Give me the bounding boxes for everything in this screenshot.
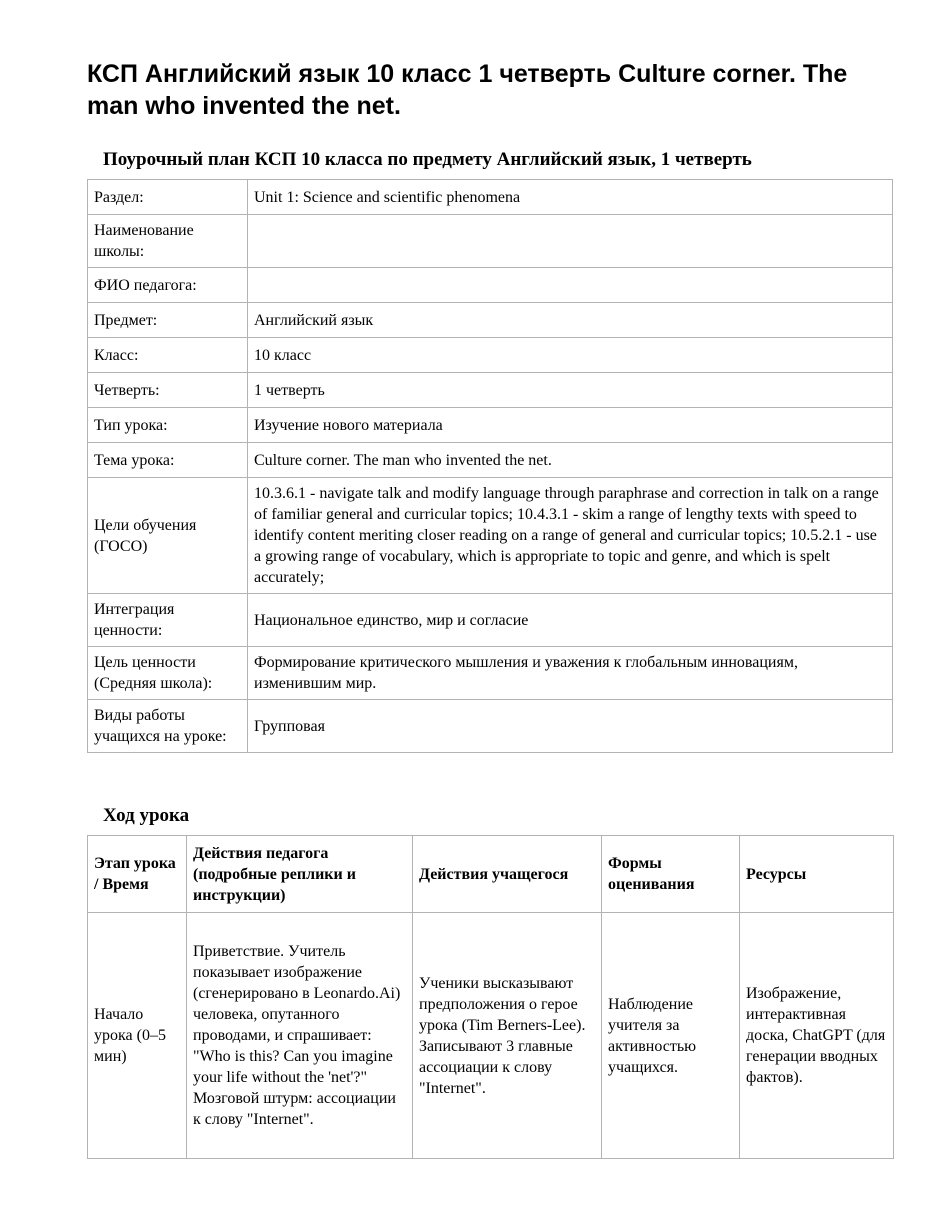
info-value-cell: Unit 1: Science and scientific phenomena [248, 180, 893, 215]
info-value-cell: Групповая [248, 700, 893, 753]
teacher-actions-cell: Приветствие. Учитель показывает изображение (сгенерировано в Leonardo.Ai) человека, опутанного проводами, и спрашивает: "Who is this? Can you imagine your life without the 'net'?" Мозговой штурм: ассоциации к слову "Internet". [187, 913, 413, 1159]
column-header-student-actions: Действия учащегося [413, 836, 602, 913]
info-value-cell [248, 215, 893, 268]
info-label-cell: Интеграция ценности: [88, 594, 248, 647]
info-value-cell: Изучение нового материала [248, 408, 893, 443]
info-value-cell: Culture corner. The man who invented the net. [248, 443, 893, 478]
table-row [88, 443, 893, 478]
info-label-cell: Цель ценности (Средняя школа): [88, 647, 248, 700]
info-label-cell: Тема урока: [88, 443, 248, 478]
info-label-cell: Цели обучения (ГОСО) [88, 478, 248, 594]
info-label-cell: Предмет: [88, 303, 248, 338]
info-label-cell: Тип урока: [88, 408, 248, 443]
table-row [88, 373, 893, 408]
table-row [88, 594, 893, 647]
document-title: КСП Английский язык 10 класс 1 четверть Culture corner. The man who invented the net. [87, 60, 848, 120]
lesson-flow-header-row [88, 836, 894, 913]
table-row [88, 478, 893, 594]
info-value-cell: Национальное единство, мир и согласие [248, 594, 893, 647]
lesson-info-body [88, 180, 893, 753]
info-value-cell: 1 четверть [248, 373, 893, 408]
lesson-info-table [87, 179, 893, 753]
table-row [88, 268, 893, 303]
info-label-cell: Виды работы учащихся на уроке: [88, 700, 248, 753]
info-label-cell: ФИО педагога: [88, 268, 248, 303]
stage-cell: Начало урока (0–5 мин) [88, 913, 187, 1159]
resources-cell: Изображение, интерактивная доска, ChatGPT (для генерации вводных фактов). [740, 913, 894, 1159]
column-header-teacher-actions: Действия педагога (подробные реплики и инструкции) [187, 836, 413, 913]
column-header-assessment: Формы оценивания [602, 836, 740, 913]
table-row [88, 303, 893, 338]
assessment-cell: Наблюдение учителя за активностью учащихся. [602, 913, 740, 1159]
info-value-cell: 10.3.6.1 - navigate talk and modify language through paraphrase and correction in talk on a range of familiar general and curricular topics; 10.4.3.1 - skim a range of lengthy texts with speed to identify content meriting closer reading on a range of general and curricular topics; 10.5.2.1 - use a growing range of vocabulary, which is appropriate to topic and genre, and which is spelt accurately; [248, 478, 893, 594]
table-row [88, 913, 894, 1159]
info-value-cell: Английский язык [248, 303, 893, 338]
info-value-cell: 10 класс [248, 338, 893, 373]
column-header-stage: Этап урока / Время [88, 836, 187, 913]
table-row [88, 215, 893, 268]
lesson-flow-heading: Ход урока [103, 805, 190, 826]
table-row [88, 647, 893, 700]
column-header-resources: Ресурсы [740, 836, 894, 913]
info-label-cell: Наименование школы: [88, 215, 248, 268]
table-row [88, 180, 893, 215]
student-actions-cell: Ученики высказывают предположения о герое урока (Tim Berners-Lee). Записывают 3 главные ассоциации к слову "Internet". [413, 913, 602, 1159]
info-value-cell [248, 268, 893, 303]
lesson-plan-heading: Поурочный план КСП 10 класса по предмету Английский язык, 1 четверть [103, 149, 752, 170]
info-label-cell: Четверть: [88, 373, 248, 408]
lesson-flow-table [87, 835, 894, 1159]
info-label-cell: Класс: [88, 338, 248, 373]
table-row [88, 408, 893, 443]
table-row [88, 338, 893, 373]
info-label-cell: Раздел: [88, 180, 248, 215]
table-row [88, 700, 893, 753]
info-value-cell: Формирование критического мышления и уважения к глобальным инновациям, изменившим мир. [248, 647, 893, 700]
